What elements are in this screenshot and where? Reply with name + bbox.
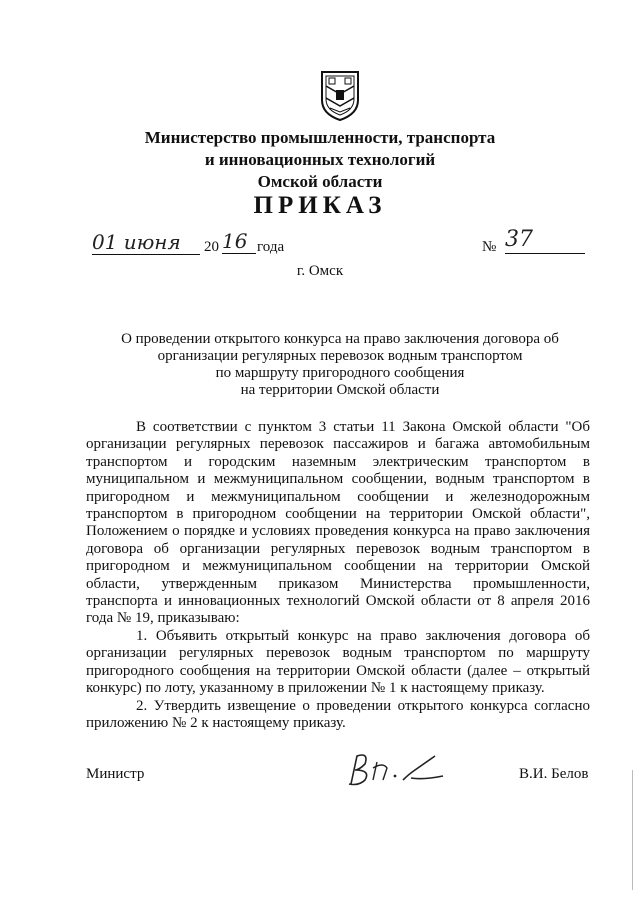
number-label: № <box>482 239 497 255</box>
signatory-name: В.И. Белов <box>519 766 589 782</box>
coat-of-arms-icon <box>318 70 362 122</box>
handwritten-signature-icon <box>343 750 453 790</box>
ministry-name-line2: и инновационных технологий <box>204 150 436 169</box>
subject-line: О проведении открытого конкурса на право заключения договора об <box>121 331 559 347</box>
ministry-name-line1: Министерство промышленности, транспорта <box>144 128 496 147</box>
subject-line: на территории Омской области <box>240 382 440 398</box>
year-prefix: 20 <box>204 239 219 255</box>
signatory-role: Министр <box>86 766 145 782</box>
document-number-handwritten: 37 <box>505 226 585 254</box>
order-item-2: 2. Утвердить извещение о проведении открытого конкурса согласно приложению № 2 к настоящему приказу. <box>86 697 590 731</box>
scan-edge-line <box>632 770 633 890</box>
year-handwritten: 16 <box>222 229 256 254</box>
date-handwritten: 01 июня <box>92 230 200 255</box>
ministry-name-line3: Омской области <box>257 172 383 191</box>
city: г. Омск <box>296 263 344 279</box>
order-body <box>86 419 590 732</box>
subject-line: по маршруту пригородного сообщения <box>215 365 465 381</box>
order-subject <box>110 331 570 399</box>
subject-line: организации регулярных перевозок водным транспортом <box>157 348 523 364</box>
preamble-paragraph: В соответствии с пунктом 3 статьи 11 Закона Омской области "Об организации регулярных перевозок пассажиров и багажа автомобильным транспортом и городским наземным электрическим транспортом в муниципальном и межмуниципальном сообщении, водным транспортом в пригородном и межмуниципальном сообщении и железнодорожным транспортом в пригородном сообщении на территории Омской области", Положением о порядке и условиях проведения конкурса на право заключения договора об организации регулярных перевозок водным транспортом в пригородном и межмуниципальном сообщении на территории Омской области, утвержденным приказом Министерства промышленности, транспорта и инновационных технологий Омской области от 8 апреля 2016 года № 19, приказываю: <box>86 419 590 627</box>
year-suffix: года <box>257 239 285 255</box>
document-type-title: ПРИКАЗ <box>253 192 387 219</box>
date-field <box>92 228 202 256</box>
order-item-1: 1. Объявить открытый конкурс на право заключения договора об организации регулярных перевозок водным транспортом по маршруту пригородного сообщения на территории Омской области (далее – открытый конкурс) по лоту, указанному в приложении № 1 к настоящему приказу. <box>86 627 590 697</box>
